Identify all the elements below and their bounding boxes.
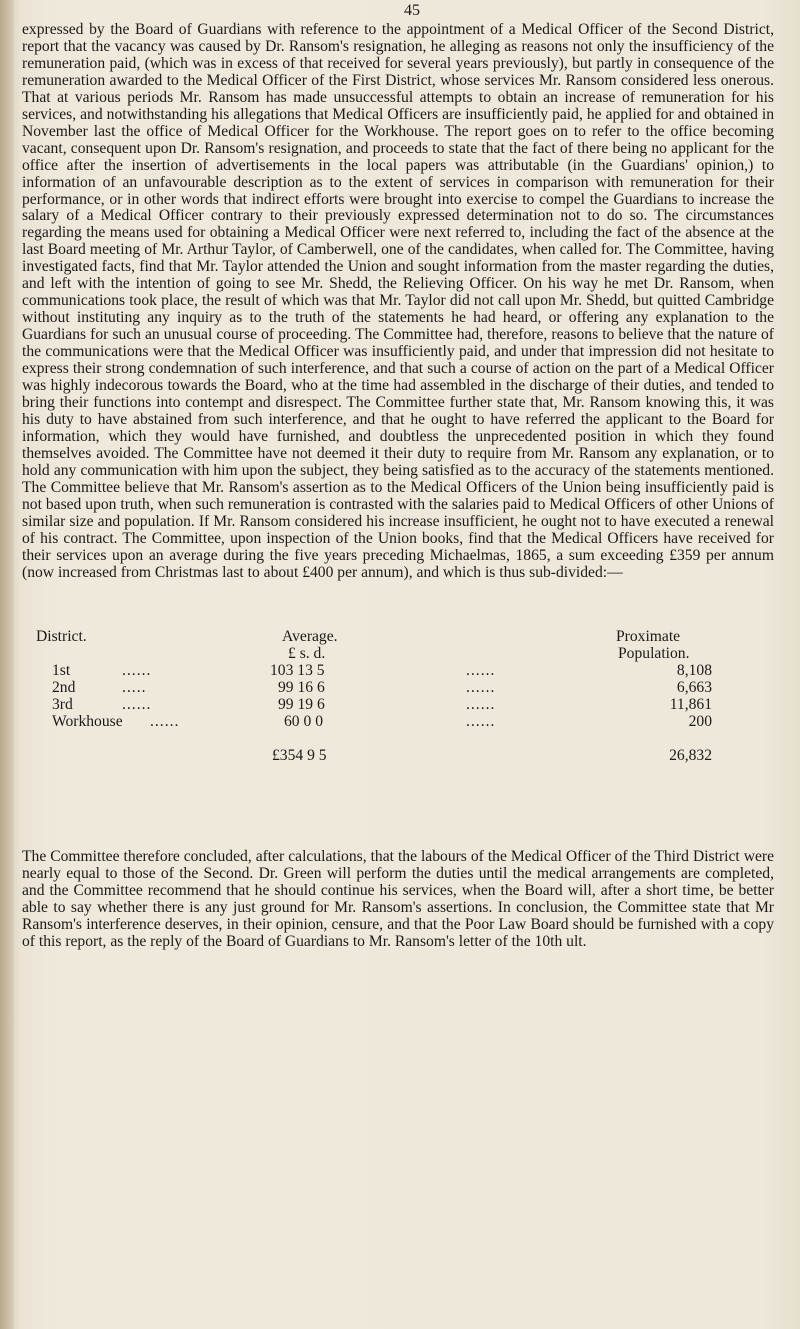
row-average: 99 19 6 xyxy=(278,695,325,713)
book-spine-shadow xyxy=(0,0,14,1329)
row-district: 3rd xyxy=(52,695,73,713)
row-average: 60 0 0 xyxy=(284,712,323,730)
table-subheader-row xyxy=(22,646,774,663)
row-average: 99 16 6 xyxy=(278,678,325,696)
header-proximate: Proximate xyxy=(616,628,681,645)
row-leader-dots: ...... xyxy=(466,678,496,696)
row-population: 6,663 xyxy=(676,678,712,696)
header-average-units: £ s. d. xyxy=(288,644,326,662)
header-population: Population. xyxy=(618,644,690,662)
row-leader-dots: ...... xyxy=(466,712,496,730)
row-leader-dots: ...... xyxy=(122,695,152,713)
row-leader-dots: ..... xyxy=(122,678,147,696)
total-average: £354 9 5 xyxy=(272,746,327,764)
table-header-row xyxy=(22,629,774,646)
district-table xyxy=(22,629,774,765)
table-row xyxy=(22,714,774,731)
row-leader-dots: ...... xyxy=(122,661,152,679)
row-district: Workhouse xyxy=(52,712,123,730)
page-number: 45 xyxy=(404,2,420,19)
row-district: 1st xyxy=(52,661,71,679)
table-row xyxy=(22,680,774,697)
main-paragraph: expressed by the Board of Guardians with reference to the appointment of a Medical Officer of the Second District, report that the vacancy was caused by Dr. Ransom's resignation, he alleging as reasons not only the insufficiency of the remuneration paid, (which was in excess of that received for several years previously), but partly in consequence of the remuneration awarded to the Medical Officer of the First District, whose services Mr. Ransom considered less onerous. That at various periods Mr. Ransom has made unsuccessful attempts to obtain an increase of remuneration for his services, and notwithstanding his allegations that Medical Officers are insufficiently paid, he applied for and obtained in November last the office of Medical Officer for the Workhouse. The report goes on to refer to the office becoming vacant, consequent upon Dr. Ransom's resignation, and proceeds to state that the fact of there being no applicant for the office after the insertion of advertisements in the local papers was attributable (in the Guardians' opinion,) to information of an unfavourable description as to the extent of services in comparison with remuneration for their performance, or in other words that indirect efforts were brought into exercise to compel the Guardians to increase the salary of a Medical Officer contrary to their previously expressed determination not to do so. The circumstances regarding the means used for obtaining a Medical Officer were next referred to, including the fact of the absence at the last Board meeting of Mr. Arthur Taylor, of Camberwell, one of the candidates, when called for. The Committee, having investigated facts, find that Mr. Taylor attended the Union and sought information from the master regarding the duties, and left with the intention of going to see Mr. Shedd, the Relieving Officer. On his way he met Dr. Ransom, when communications took place, the result of which was that Mr. Taylor did not call upon Mr. Shedd, but quitted Cambridge without instituting any inquiry as to the truth of the statements he had heard, or offering any explanation to the Guardians for such an unusual course of proceeding. The Committee had, therefore, reasons to believe that the nature of the communications were that the Medical Officer was insufficiently paid, and under that impression did not hesitate to express their strong condemnation of such interference, and that such a course of action on the part of a Medical Officer was highly indecorous towards the Board, who at the time had assembled in the discharge of their duties, and tended to bring their functions into contempt and disrespect. The Committee further state that, Mr. Ransom knowing this, it was his duty to have abstained from such interference, and that he ought to have referred the applicant to the Board for information, which they would have furnished, and doubtless the unprecedented position in which they found themselves avoided. The Committee have not deemed it their duty to require from Mr. Ransom any explanation, or to hold any communication with him upon the subject, they being satisfied as to the accuracy of the statements mentioned. The Committee believe that Mr. Ransom's assertion as to the Medical Officers of the Union being insufficiently paid is not based upon truth, when such remuneration is contrasted with the salaries paid to Medical Officers of other Unions of similar size and population. If Mr. Ransom considered his increase insufficient, he ought not to have executed a renewal of his contract. The Committee, upon inspection of the Union books, find that the Medical Officers have received for their services upon an average during the five years preceding Michaelmas, 1865, a sum exceeding £359 per annum (now increased from Christmas last to about £400 per annum), and which is thus sub-divided:— xyxy=(22,21,774,581)
header-average: Average. xyxy=(282,628,338,645)
row-district: 2nd xyxy=(52,678,76,696)
table-row xyxy=(22,663,774,680)
row-leader-dots: ...... xyxy=(150,712,180,730)
row-leader-dots: ...... xyxy=(466,695,496,713)
table-row xyxy=(22,697,774,714)
row-population: 200 xyxy=(688,712,712,730)
row-population: 8,108 xyxy=(676,661,712,679)
total-population: 26,832 xyxy=(669,746,712,764)
row-population: 11,861 xyxy=(669,695,712,713)
table-total-row xyxy=(22,748,774,765)
conclusion-paragraph: The Committee therefore concluded, after calculations, that the labours of the Medical Officer of the Third District were nearly equal to those of the Second. Dr. Green will perform the duties until the medical arrangements are completed, and the Committee recommend that he should continue his services, when the Board will, after a short time, be better able to say whether there is any just ground for Mr. Ransom's assertions. In conclusion, the Committee state that Mr Ransom's interference deserves, in their opinion, censure, and that the Poor Law Board should be furnished with a copy of this report, as the reply of the Board of Guardians to Mr. Ransom's letter of the 10th ult. xyxy=(22,848,774,950)
row-average: 103 13 5 xyxy=(270,661,325,679)
row-leader-dots: ...... xyxy=(466,661,496,679)
header-district: District. xyxy=(36,628,87,645)
